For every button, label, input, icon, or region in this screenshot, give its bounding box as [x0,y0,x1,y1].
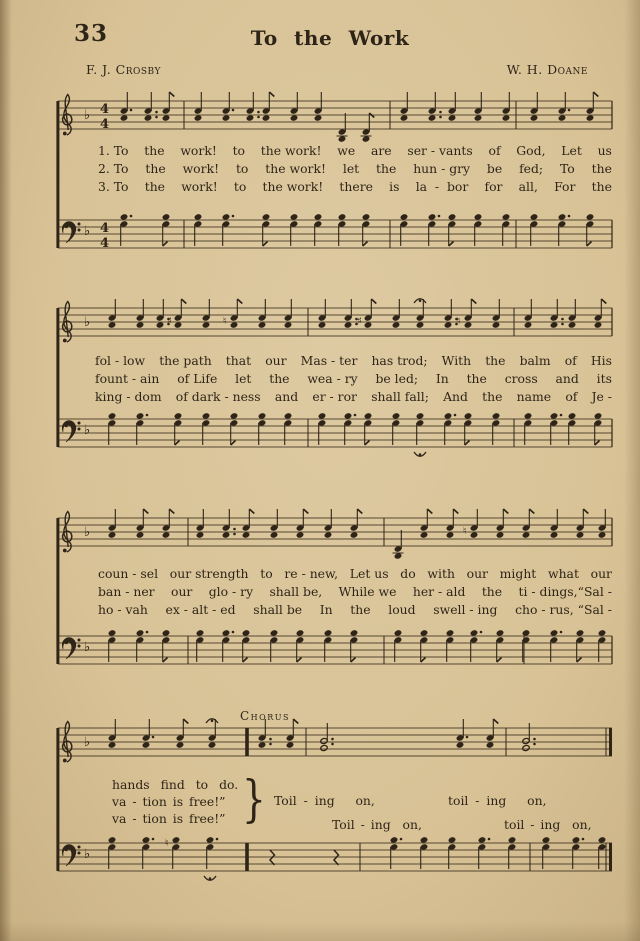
lyric-syllable: of [564,353,577,368]
lyric-syllable: cho - rus, “Sal - [515,602,612,617]
treble-note-group [222,92,234,121]
lyric-syllable: be led; [375,371,419,386]
treble-note-group [456,719,468,748]
treble-note-group [337,113,348,142]
treble-note-group [262,92,274,121]
hymn-number: 33 [74,20,109,47]
lyric-syllable: work! [181,179,218,194]
lyric-syllable: Mas - ter [300,353,358,368]
treble-note-group [522,509,534,538]
treble-note-group [420,509,432,538]
treble-note-group [223,299,242,328]
lyric-syllable: the path [159,353,212,368]
lyric-syllable: ban - ner [98,584,155,599]
treble-note-group [522,723,536,751]
treble-note-group [120,92,132,121]
verse-lyrics-block-3 [98,566,612,620]
bass-staff [58,837,612,881]
treble-note-group [136,509,148,538]
treble-note-group [258,299,266,328]
svg-text:4: 4 [100,236,110,251]
treble-note-group [550,509,558,538]
lyric-syllable: to [233,179,247,194]
treble-note-group [176,719,188,748]
treble-note-group [576,509,588,538]
lyric-syllable: To [559,161,575,176]
verse-ending-brace: } [242,770,266,828]
lyric-syllable: er - ror [312,389,357,404]
treble-note-group [196,509,204,538]
lyric-syllable: is [389,179,400,194]
lyric-syllable: what [547,566,579,581]
lyric-syllable: let [235,371,252,386]
treble-note-group [320,723,334,751]
lyric-syllable: His [590,353,612,368]
treble-note-group [194,92,202,121]
lyric-syllable: the [485,353,506,368]
lyric-syllable: to [260,566,273,581]
treble-staff [58,509,612,559]
lyric-syllable: the work! [265,161,326,176]
treble-note-group [167,299,186,328]
lyric-syllable: of [565,389,578,404]
lyric-syllable: of dark - ness [175,389,261,404]
svg-text:♭: ♭ [84,735,91,750]
lyric-syllable: has trod; [371,353,428,368]
lyric-syllable: In [319,602,333,617]
treble-note-group [594,299,606,328]
lyric-syllable: to [235,161,249,176]
treble-note-group [162,509,174,538]
svg-text:♭: ♭ [84,315,91,330]
lyric-syllable: God, [516,143,546,158]
svg-text:♮: ♮ [223,316,227,327]
svg-text:♭: ♭ [84,525,91,540]
treble-note-group [144,92,158,121]
verse-lyrics-block-2 [95,353,612,407]
lyric-syllable: our [590,566,612,581]
chorus-echo-toiling-2: toil - ing on, [448,793,547,808]
lyric-syllable: Let us [349,566,389,581]
lyric-syllable: we [337,143,356,158]
lyric-syllable: of Life [177,371,218,386]
lyric-syllable: With [441,353,472,368]
lyric-syllable: for [484,179,503,194]
treble-staff [58,719,612,763]
treble-note-group [296,509,308,538]
treble-note-group [457,299,476,328]
lyric-line [95,371,612,389]
lyric-line [98,566,612,584]
treble-note-group [598,509,606,538]
lyric-syllable: loud [388,602,416,617]
lyric-syllable: let [342,161,360,176]
lyric-syllable: coun - sel [98,566,159,581]
treble-note-group [206,719,218,749]
treble-staff [58,299,612,343]
lyric-syllable: shall be [253,602,303,617]
svg-text:4: 4 [100,117,110,132]
lyric-syllable: our strength [169,566,249,581]
lyric-syllable: shall be, [269,584,323,599]
lyric-syllable: shall fall; [371,389,429,404]
treble-note-group [202,299,210,328]
page-title: To the Work [250,26,410,50]
svg-text:♭: ♭ [84,423,91,438]
treble-note-group [258,719,272,748]
svg-text:♭: ♭ [84,108,91,123]
svg-text:4: 4 [100,102,110,117]
treble-note-group [586,92,598,121]
lyric-syllable: glo - ry [208,584,254,599]
treble-note-group [558,92,570,121]
lyric-syllable: the [144,179,166,194]
lyric-syllable: might [499,566,537,581]
lyric-syllable: the [145,161,166,176]
treble-note-group [108,299,116,328]
treble-note-group [361,113,375,142]
lyric-syllable: ti - dings,“Sal - [518,584,612,599]
svg-text:♮: ♮ [463,526,467,537]
lyric-syllable: 1. To [98,143,129,158]
lyric-syllable: wea - ry [307,371,358,386]
lyric-syllable: hun - gry [413,161,471,176]
treble-note-group [142,719,154,748]
chorus-echo-toiling-4: toil - ing on, [504,817,592,832]
lyric-syllable: with [427,566,455,581]
lyric-syllable: la - bor [415,179,469,194]
lyric-syllable: the [481,584,503,599]
lyric-syllable: the [591,161,612,176]
treble-note-group [136,299,144,328]
svg-text:♭: ♭ [84,847,91,862]
treble-note-group [314,92,322,121]
bass-note-group [334,850,339,865]
treble-note-group [463,509,478,538]
chorus-lyric-line-3: va - tion is free!” [112,811,226,826]
lyric-syllable: balm [519,353,551,368]
lyric-syllable: the [591,179,612,194]
svg-text:♭: ♭ [84,640,91,655]
treble-note-group [446,509,458,538]
lyric-syllable: our [466,566,488,581]
treble-note-group [270,509,278,538]
lyric-syllable: us [597,143,612,158]
svg-text:♮: ♮ [165,838,169,849]
treble-note-group [492,299,500,328]
treble-note-group [524,299,532,328]
lyric-syllable: cross [504,371,538,386]
lyric-syllable: of [488,143,501,158]
lyric-syllable: king - dom [95,389,162,404]
lyric-syllable: 2. To [98,161,129,176]
treble-note-group [428,92,442,121]
lyric-syllable: the work! [262,179,324,194]
treble-note-group [530,92,538,121]
lyric-line [98,584,612,602]
chorus-echo-toiling-1: Toil - ing on, [274,793,375,808]
treble-note-group [286,719,298,748]
lyric-syllable: that [225,353,252,368]
svg-text:♭: ♭ [84,224,91,239]
lyric-syllable: ex - alt - ed [165,602,236,617]
lyric-syllable: the [269,371,290,386]
lyric-syllable: fol - low [95,353,146,368]
treble-note-group [568,299,576,328]
lyric-syllable: the [144,143,165,158]
composer-credit: W. H. Doane [506,62,588,77]
chorus-lyric-line-1: hands find to do. [112,777,239,792]
lyric-syllable: re - new, [284,566,339,581]
verse-lyrics-block-1 [98,143,612,197]
svg-text:♯: ♯ [357,316,362,327]
lyric-syllable: her - ald [412,584,466,599]
lyric-syllable: to [232,143,246,158]
lyric-syllable: do [400,566,416,581]
lyric-line [98,143,612,161]
treble-note-group [393,530,404,559]
treble-note-group [318,299,326,328]
treble-note-group [550,299,564,328]
treble-staff [58,92,612,142]
treble-note-group [350,509,362,538]
lyric-syllable: swell - ing [433,602,498,617]
lyric-syllable: the [466,371,487,386]
lyric-line [98,602,612,620]
svg-text:♯: ♯ [167,316,172,327]
treble-note-group [108,719,116,748]
lyric-syllable: ser - vants [407,143,473,158]
treble-note-group [496,509,508,538]
chorus-lyric-line-2: va - tion is free!” [112,794,226,809]
lyric-syllable: the [350,602,371,617]
lyric-syllable: work! [182,161,220,176]
bass-staff [58,413,612,457]
author-credit: F. J. Crosby [86,62,161,77]
svg-text:4: 4 [100,221,110,236]
bass-staff [58,630,612,664]
lyric-syllable: our [265,353,287,368]
treble-note-group [448,92,456,121]
lyric-syllable: And [443,389,468,404]
treble-note-group [290,92,298,121]
treble-note-group [284,299,292,328]
chorus-label: Chorus [240,709,290,723]
lyric-syllable: the [376,161,397,176]
bass-note-group [270,850,275,865]
treble-note-group [414,299,426,329]
lyric-syllable: For [554,179,576,194]
lyric-line [95,353,612,371]
treble-note-group [400,92,408,121]
lyric-syllable: 3. To [98,179,129,194]
treble-note-group [474,92,482,121]
treble-note-group [108,509,116,538]
lyric-syllable: and [555,371,579,386]
lyric-syllable: there [339,179,373,194]
lyric-syllable: While we [338,584,397,599]
lyric-syllable: Let [561,143,582,158]
lyric-line [95,389,612,407]
treble-note-group [392,299,400,328]
lyric-syllable: and [274,389,299,404]
bass-staff [58,214,612,251]
treble-note-group [357,299,376,328]
lyric-line [98,161,612,179]
treble-note-group [444,299,458,328]
svg-text:♮: ♮ [457,316,461,327]
lyric-syllable: be [486,161,503,176]
lyric-line [98,179,612,197]
lyric-syllable: name [516,389,552,404]
lyric-syllable: all, [518,179,538,194]
treble-note-group [344,299,358,328]
lyric-syllable: its [596,371,612,386]
lyric-syllable: the [482,389,503,404]
lyric-syllable: our [170,584,193,599]
lyric-syllable: In [435,371,449,386]
lyric-syllable: Je - [591,389,612,404]
treble-note-group [502,92,510,121]
treble-note-group [242,509,254,538]
treble-note-group [222,509,236,538]
lyric-syllable: work! [180,143,217,158]
lyric-syllable: fount - ain [95,371,160,386]
chorus-echo-toiling-3: Toil - ing on, [332,817,422,832]
treble-note-group [486,719,498,748]
treble-note-group [246,92,260,121]
lyric-syllable: the work! [260,143,322,158]
lyric-syllable: ho - vah [98,602,148,617]
treble-note-group [324,509,332,538]
lyric-syllable: fed; [519,161,544,176]
treble-note-group [162,92,174,121]
lyric-syllable: are [370,143,392,158]
